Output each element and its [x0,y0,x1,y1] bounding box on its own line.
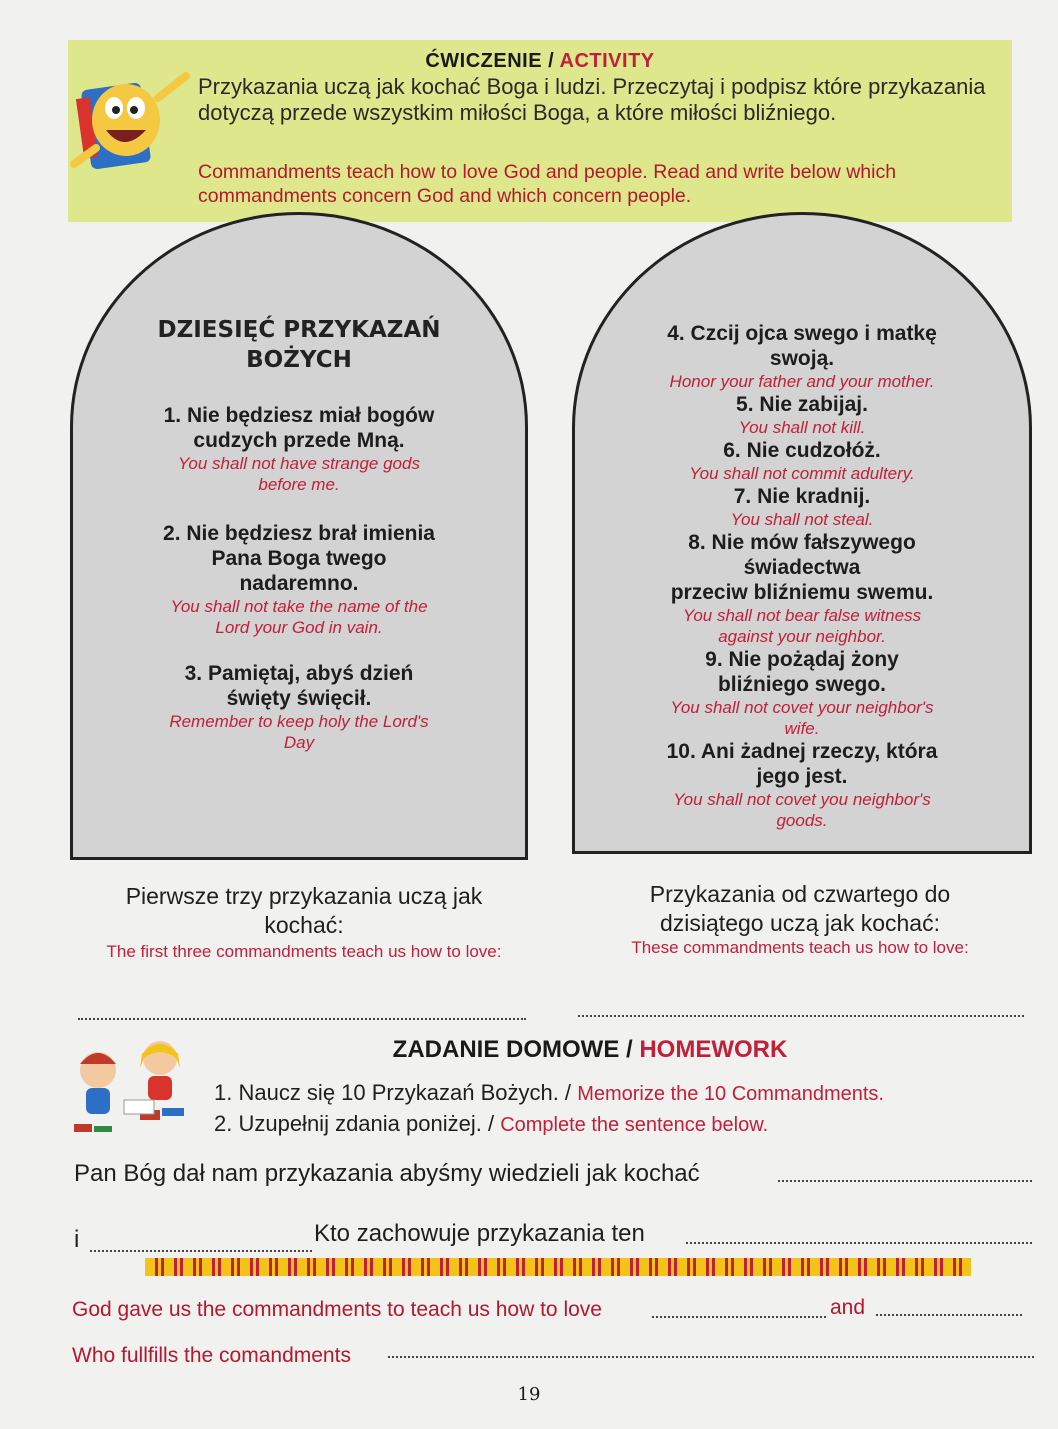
commandment-6: 6. Nie cudzołóż. You shall not commit adultery. [689,439,915,483]
commandments-tablet-left [70,212,528,860]
sentence-1-pl: Pan Bóg dał nam przykazania abyśmy wiedzieli jak kochać [74,1160,700,1187]
answer-line-love-en[interactable] [652,1316,826,1318]
tablet-title: DZIESIĘĆ PRZYKAZAŃ BOŻYCH [157,317,441,373]
sentence-2-pl: Kto zachowuje przykazania ten [314,1220,645,1247]
answer-line-keeper-en[interactable] [388,1356,1034,1358]
activity-instruction-pl: Przykazania uczą jak kochać Boga i ludzi. Przeczytaj i podpisz które przykazania dotyczą przede wszystkim miłości Boga, a które miłości bliźniego. [198,74,986,125]
fourth-to-tenth-prompt-en: These commandments teach us how to love: [631,938,969,957]
activity-title: ĆWICZENIE / ACTIVITY [425,50,655,72]
sentence-1-en-and: and [830,1296,866,1319]
sentence-1-en: God gave us the commandments to teach us how to love [72,1298,602,1321]
answer-line-love-pl[interactable] [778,1180,1032,1182]
first-three-prompt-en: The first three commandments teach us how to love: [106,942,502,961]
commandment-10: 10. Ani żadnej rzeczy, która jego jest. You shall not covet you neighbor's goods. [666,740,938,830]
commandment-5: 5. Nie zabijaj. You shall not kill. [736,393,868,437]
answer-line-and-pl[interactable] [90,1250,312,1252]
answer-line-right[interactable] [578,1015,1024,1017]
answer-line-keeper-pl[interactable] [686,1242,1032,1244]
first-three-prompt: Pierwsze trzy przykazania uczą jak kochać: [125,883,483,938]
homework-item-2: 2. Uzupełnij zdania poniżej. / Complete the sentence below. [214,1111,769,1136]
page-number: 19 [517,1384,541,1405]
book-mascot-icon [66,68,196,178]
answer-line-left[interactable] [78,1018,526,1020]
fourth-to-tenth-prompt: Przykazania od czwartego do dzisiątego uczą jak kochać: [649,881,951,936]
sentence-2-pl-i: i [74,1226,80,1253]
commandment-8: 8. Nie mów fałszywego świadectwa przeciw bliźniemu swemu. You shall not bear false witness against your neighbor. [670,531,934,646]
activity-banner [68,40,1012,222]
answer-line-and-en[interactable] [876,1314,1022,1316]
commandment-7: 7. Nie kradnij. You shall not steal. [730,485,874,529]
activity-instruction-en: Commandments teach how to love God and people. Read and write below which commandments concern God and which concern people. [198,161,897,207]
homework-item-1: 1. Naucz się 10 Przykazań Bożych. / Memorize the 10 Commandments. [214,1080,884,1105]
commandment-4: 4. Czcij ojca swego i matkę swoją. Honor your father and your mother. [667,322,937,391]
commandment-3: 3. Pamiętaj, abyś dzień święty święcił. Remember to keep holy the Lord's Day [169,662,429,752]
commandment-1: 1. Nie będziesz miał bogów cudzych przede Mną. You shall not have strange gods before me. [163,404,435,494]
commandments-4-10 [575,321,1029,831]
children-reading-icon [64,1036,204,1144]
sentence-2-en: Who fullfills the comandments [72,1344,351,1367]
commandment-9: 9. Nie pożądaj żony bliźniego swego. You shall not covet your neighbor's wife. [670,648,934,738]
commandments-tablet-right [572,212,1032,854]
commandment-2: 2. Nie będziesz brał imienia Pana Boga twego nadaremno. You shall not take the name of the Lord your God in vain. [163,522,435,637]
decorative-stripe [145,1258,971,1276]
homework-title: ZADANIE DOMOWE / HOMEWORK [392,1036,788,1063]
